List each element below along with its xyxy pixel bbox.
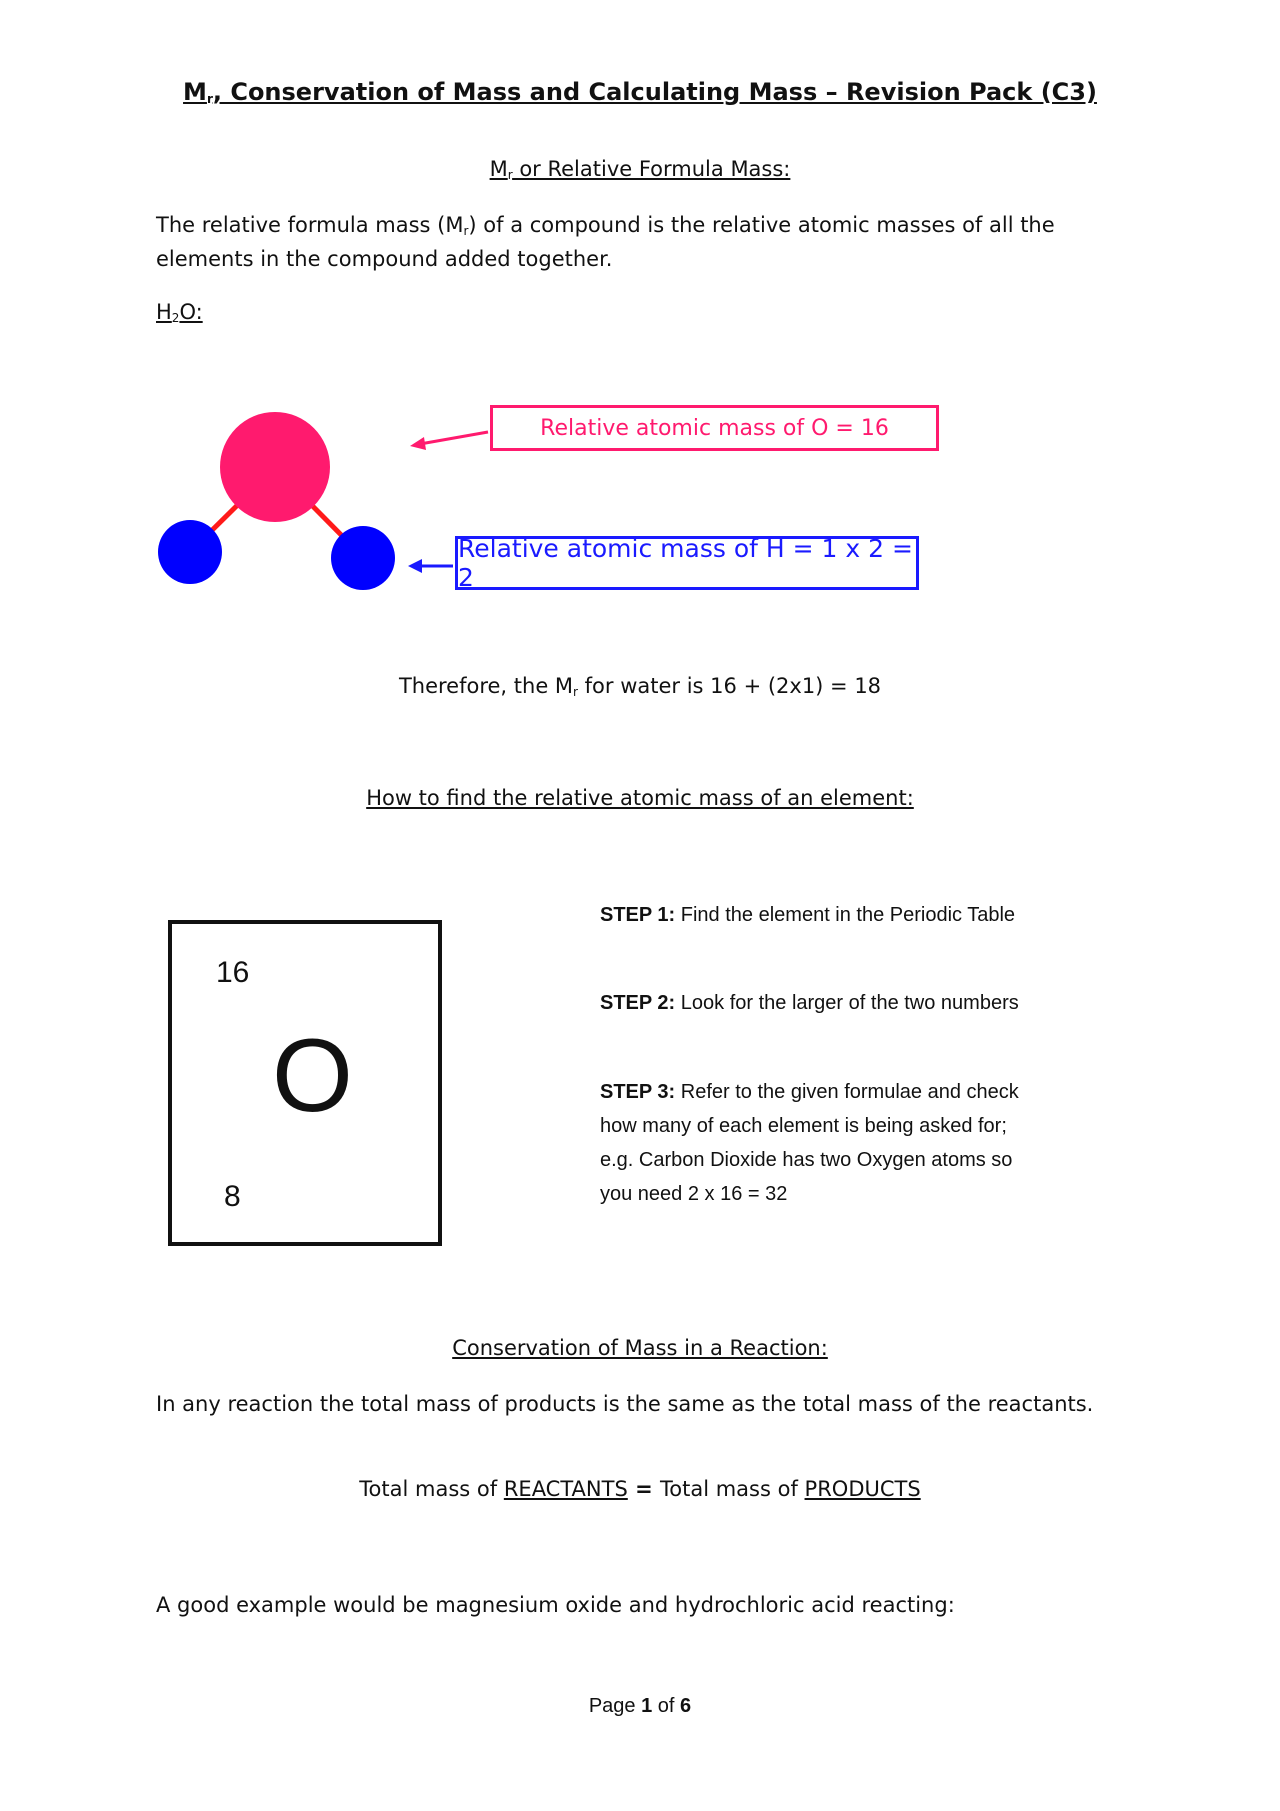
step-2: STEP 2: Look for the larger of the two numbers <box>600 992 1019 1014</box>
page-footer: Page 1 of 6 <box>588 1695 692 1717</box>
arrow-oxygen-line <box>420 432 488 444</box>
water-mr-result: Therefore, the $M_r$ for water is 16 + (2x1) = 18 <box>398 674 882 699</box>
reactants-term: REACTANTS <box>503 1477 628 1501</box>
water-formula: $H_2O$: <box>156 300 203 325</box>
section-heading-find: How to find the relative atomic mass of an element: <box>366 786 914 810</box>
hydrogen-atom-left <box>158 520 222 584</box>
arrow-oxygen-head <box>410 437 426 450</box>
hydrogen-atom-right <box>331 526 395 590</box>
page-title: $M_r$, Conservation of Mass and Calculating Mass – Revision Pack (C3) <box>183 78 1097 106</box>
mr-definition: The relative formula mass $(M_r)$ of a compound is the relative atomic masses of all the elements in the compound added together. <box>156 213 1055 271</box>
step-3: STEP 3: Refer to the given formulae and check how many of each element is being asked for; e.g. Carbon Dioxide has two Oxygen atoms so you need 2 x 16 = 32 <box>600 1081 1019 1205</box>
example-intro: A good example would be magnesium oxide and hydrochloric acid reacting: <box>156 1593 955 1617</box>
atomic-number: 8 <box>224 1180 241 1213</box>
element-symbol: O <box>272 1018 353 1134</box>
section-heading-conservation: Conservation of Mass in a Reaction: <box>452 1336 828 1360</box>
oxygen-atom <box>220 412 330 522</box>
periodic-table-tile <box>168 920 442 1246</box>
conservation-equation: Total mass of REACTANTS = Total mass of PRODUCTS <box>359 1477 921 1501</box>
hydrogen-mass-label: Relative atomic mass of H = 1 x 2 = 2 <box>455 536 919 590</box>
products-term: PRODUCTS <box>804 1477 921 1501</box>
conservation-definition: In any reaction the total mass of products is the same as the total mass of the reactants. <box>156 1392 1094 1416</box>
mass-number: 16 <box>216 956 250 989</box>
step-1: STEP 1: Find the element in the Periodic Table <box>600 904 1016 926</box>
arrow-hydrogen-head <box>408 559 422 573</box>
section-heading-mr: $M_r$ or Relative Formula Mass: <box>489 157 791 182</box>
oxygen-mass-label: Relative atomic mass of O = 16 <box>490 405 939 451</box>
